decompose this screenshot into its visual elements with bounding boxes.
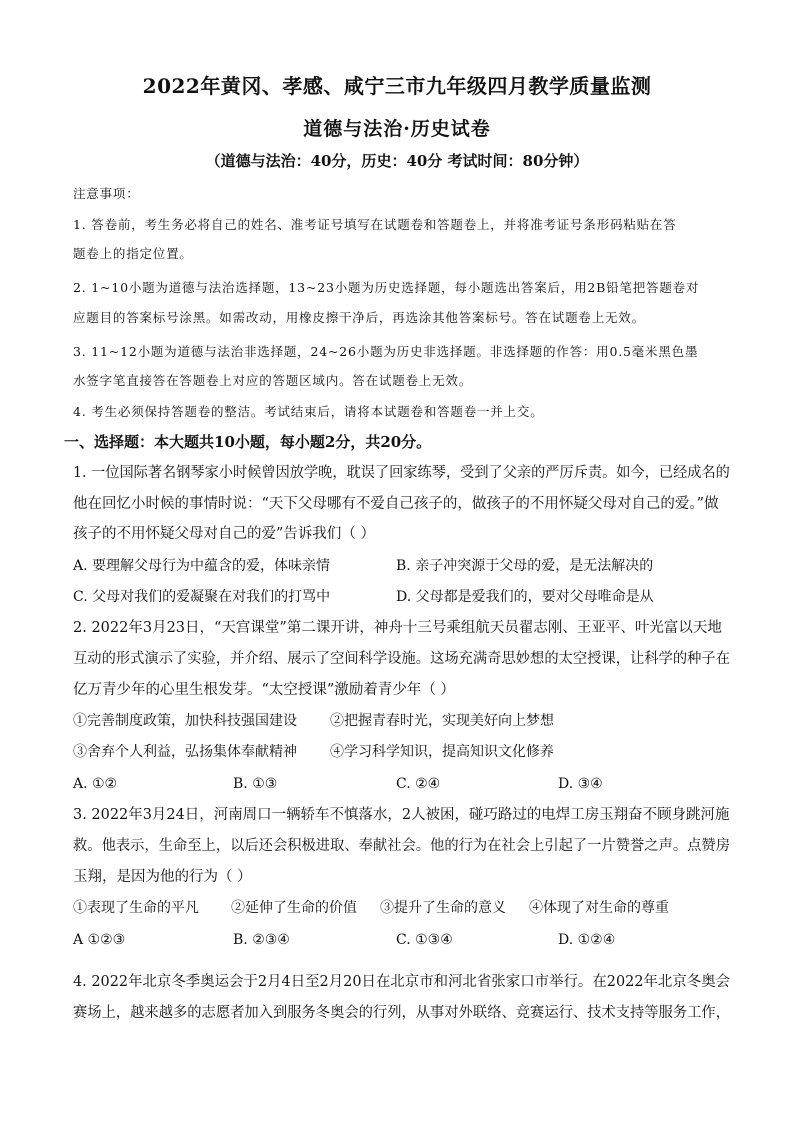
q1-stem: 1. 一位国际著名钢琴家小时候曾因放学晚，耽误了回家练琴，受到了父亲的严厉斥责。如今，已经成名的 [73,465,730,481]
notice-line: 1. 答卷前，考生务必将自己的姓名、准考证号填写在试题卷和答题卷上，并将准考证号条形码粘贴在答 [73,217,677,232]
q3-statement: ①表现了生命的平凡 [73,900,199,916]
notice-line: 3. 11~12小题为道德与法治非选择题，24~26小题为历史非选择题。非选择题的作答：用0.5毫米黑色墨 [73,344,699,359]
q4-stem: 赛场上，越来越多的志愿者加入到服务冬奥会的行列，从事对外联络、竞赛运行、技术支持等服务工作， [73,1005,730,1021]
q3-statement: ②延伸了生命的价值 [231,900,357,916]
q2-option-a: A. ①② [73,776,118,792]
q1-option-c: C. 父母对我们的爱凝聚在对我们的打骂中 [73,589,331,605]
notice-heading: 注意事项： [73,186,140,201]
notice-line: 应题目的答案标号涂黑。如需改动，用橡皮擦干净后，再选涂其他答案标号。答在试题卷上无效。 [73,310,645,325]
notice-line: 水签字笔直接答在答题卷上对应的答题区域内。答在试题卷上无效。 [73,373,473,388]
q2-statement: ④学习科学知识，提高知识文化修养 [330,744,554,760]
q3-statement: ④体现了对生命的尊重 [529,900,669,916]
exam-title: 2022年黄冈、孝感、咸宁三市九年级四月教学质量监测 [142,74,652,98]
q3-option-b: B. ②③④ [233,932,290,948]
score-info: （道德与法治：40分，历史：40分 考试时间：80分钟） [205,152,589,170]
q3-option-d: D. ①②④ [558,932,616,948]
q1-option-b: B. 亲子冲突源于父母的爱，是无法解决的 [396,558,654,574]
notice-line: 4. 考生必须保持答题卷的整洁。考试结束后，请将本试题卷和答题卷一并上交。 [73,404,544,419]
exam-subtitle: 道德与法治·历史试卷 [303,118,491,140]
notice-line: 题卷上的指定位置。 [73,246,193,261]
q1-option-d: D. 父母都是爱我们的，要对父母唯命是从 [396,589,654,605]
q2-statement: ③舍弃个人利益，弘扬集体奉献精神 [73,744,297,760]
q2-option-b: B. ①③ [233,776,278,792]
q1-stem: 他在回忆小时候的事情时说：“天下父母哪有不爱自己孩子的，做孩子的不用怀疑父母对自己的爱。”做 [73,496,719,512]
q2-statement: ①完善制度政策，加快科技强国建设 [73,713,297,729]
q3-option-a: A ①②③ [73,932,126,948]
q2-option-c: C. ②④ [396,776,441,792]
q3-option-c: C. ①③④ [396,932,453,948]
q1-option-a: A. 要理解父母行为中蕴含的爱，体味亲情 [73,558,331,574]
q2-stem: 2. 2022年3月23日，“天宫课堂”第二课开讲，神舟十三号乘组航天员翟志刚、王亚平、叶光富以天地 [73,620,722,636]
notice-line: 2. 1~10小题为道德与法治选择题，13~23小题为历史选择题，每小题选出答案后，用2B铅笔把答题卷对 [73,280,700,295]
q4-stem: 4. 2022年北京冬季奥运会于2月4日至2月20日在北京市和河北省张家口市举行。在2022年北京冬奥会 [73,974,731,990]
q2-option-d: D. ③④ [558,776,603,792]
q1-stem: 孩子的不用怀疑父母对自己的爱”告诉我们（ ） [73,526,376,542]
q2-stem: 互动的形式演示了实验，并介绍、展示了空间科学设施。这场充满奇思妙想的太空授课，让科学的种子在 [73,651,730,667]
q3-stem: 3. 2022年3月24日，河南周口一辆轿车不慎落水，2人被困，碰巧路过的电焊工房玉翔奋不顾身跳河施 [73,807,730,823]
q3-stem: 救。他表示，生命至上，以后还会积极进取、奉献社会。他的行为在社会上引起了一片赞誉之声。点赞房 [73,838,730,854]
section-heading: 一、选择题：本大题共10小题，每小题2分，共20分。 [64,433,432,451]
q2-stem: 亿万青少年的心里生根发芽。“太空授课”激励着青少年（ ） [73,682,455,698]
q3-stem: 玉翔，是因为他的行为（ ） [73,869,252,885]
q2-statement: ②把握青春时光，实现美好向上梦想 [330,713,554,729]
q3-statement: ③提升了生命的意义 [380,900,506,916]
